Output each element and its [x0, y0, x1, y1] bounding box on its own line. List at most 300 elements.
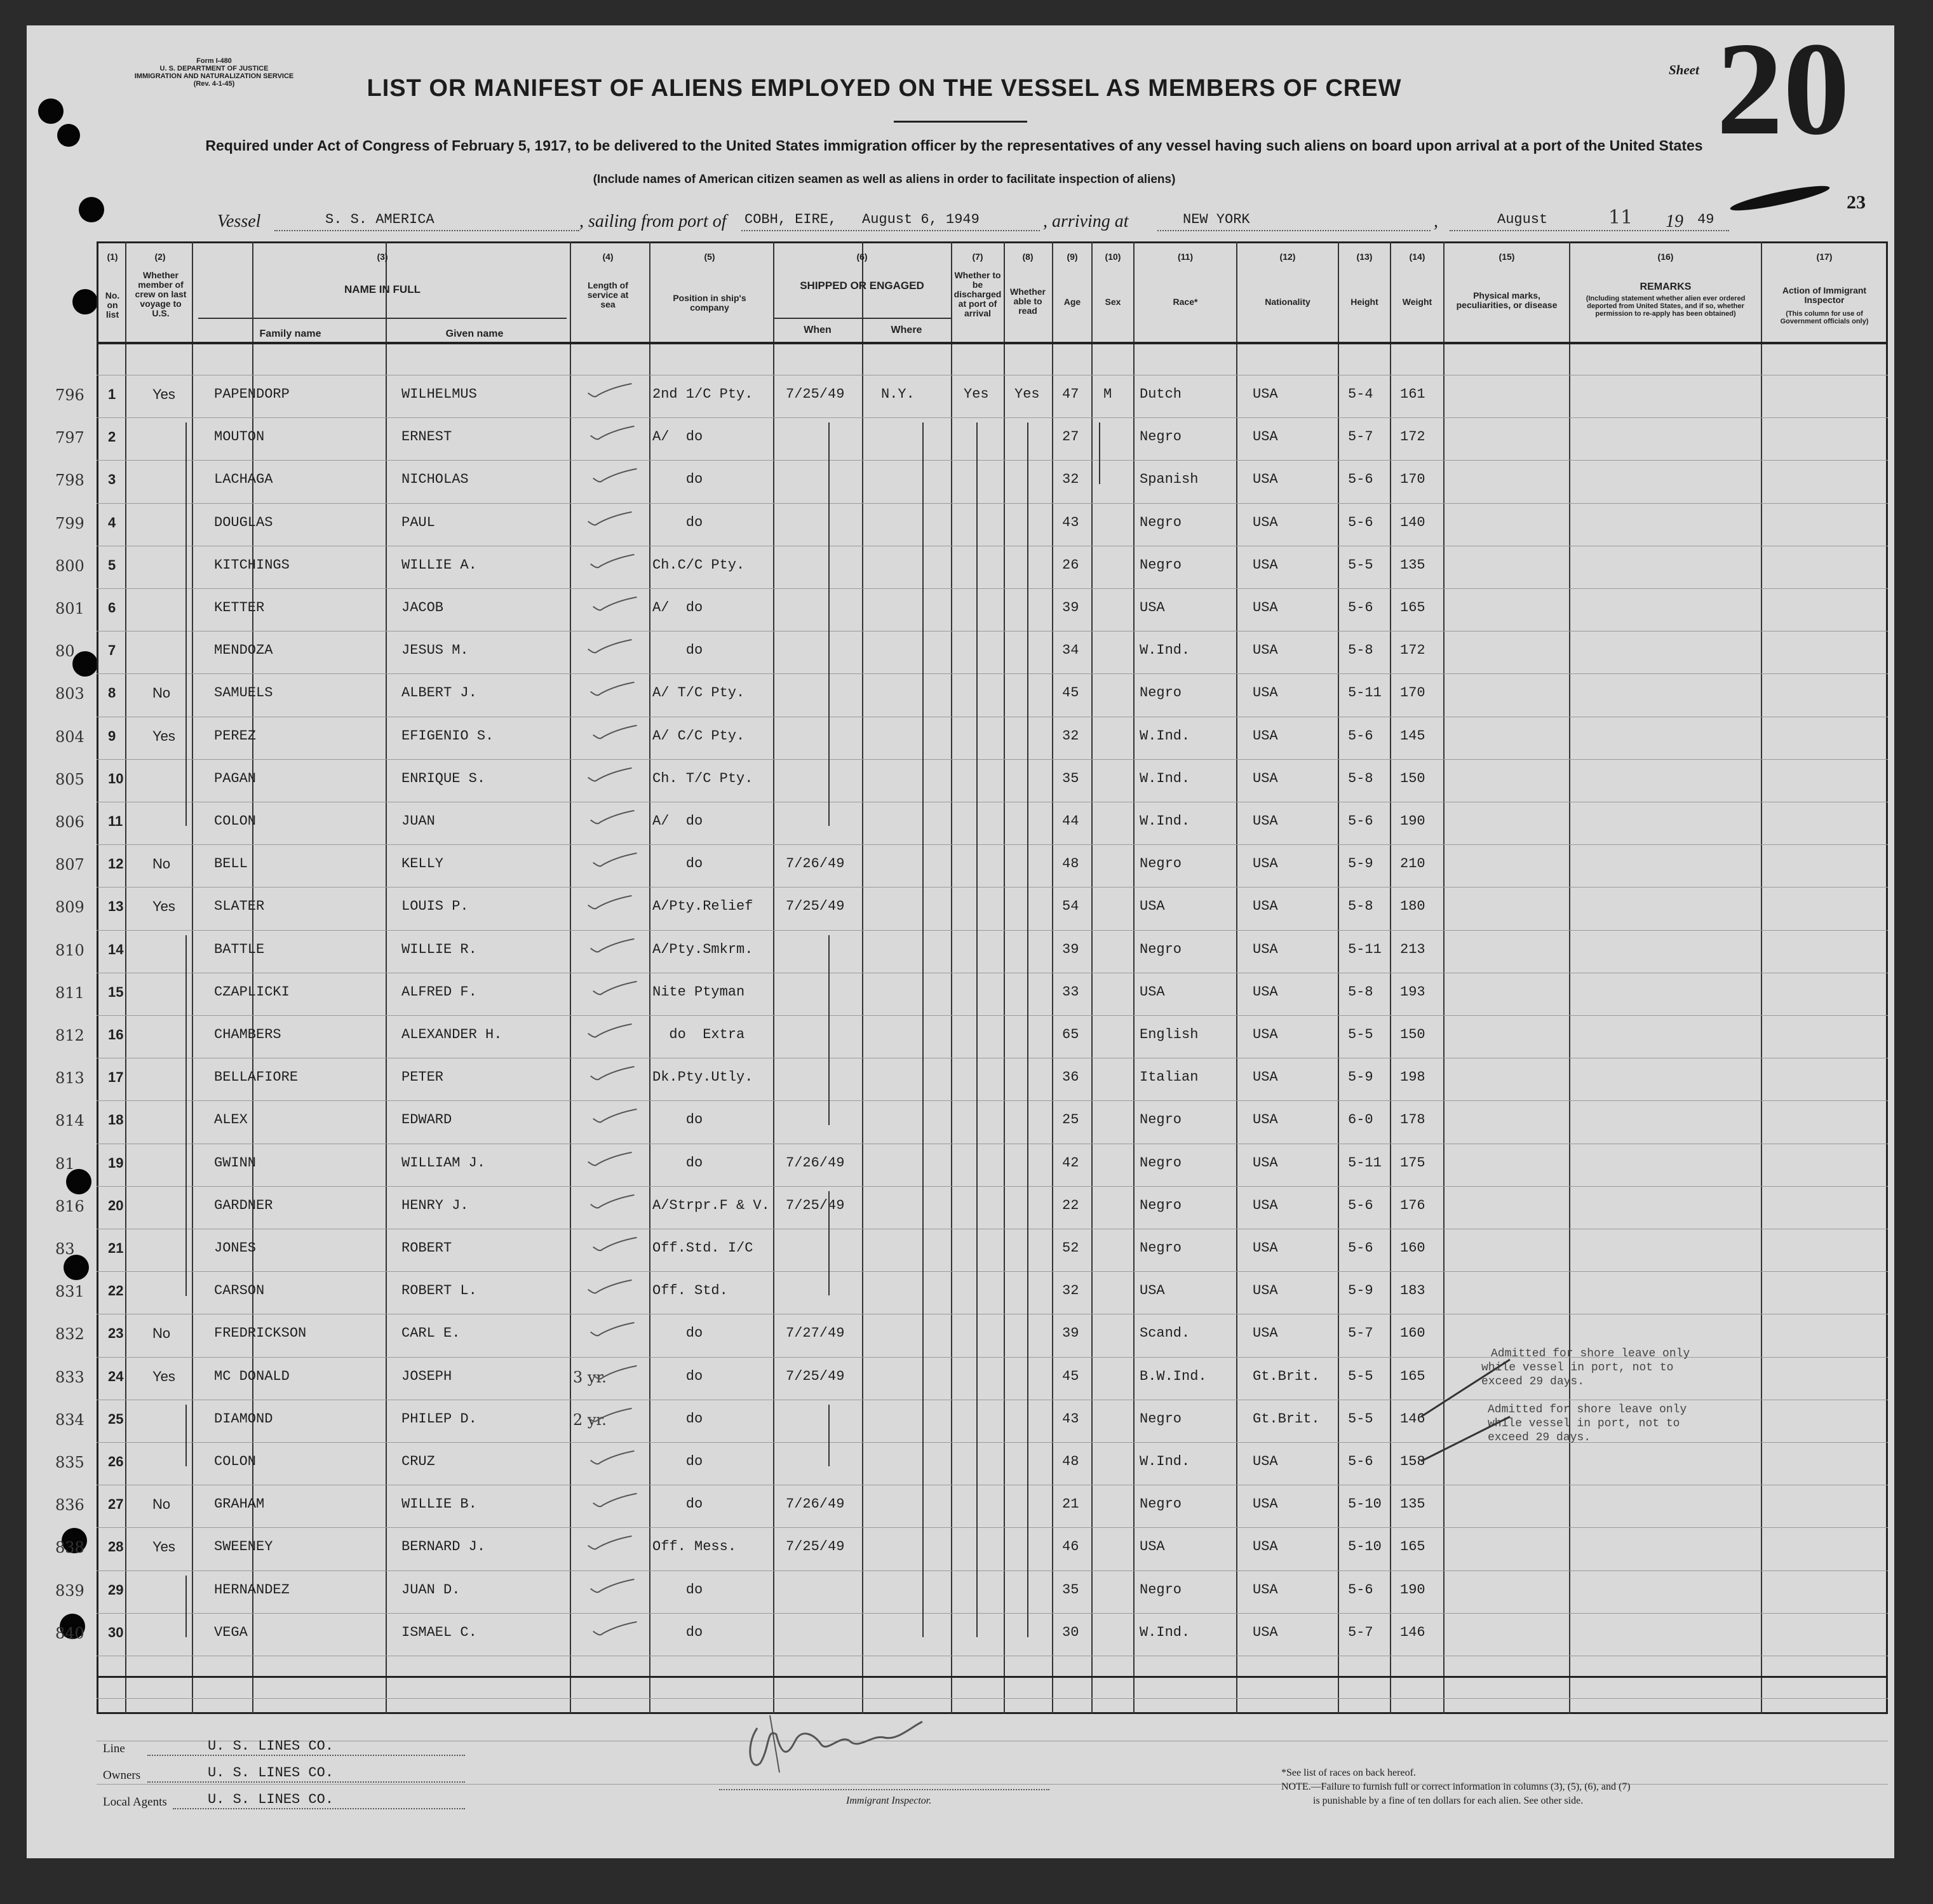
weight: 160 — [1400, 1240, 1425, 1256]
family-name: DIAMOND — [214, 1411, 273, 1427]
age: 52 — [1062, 1240, 1079, 1256]
sailing-port: COBH, EIRE, — [744, 212, 837, 227]
col-inspector-note: (This column for use of Government officials only) — [1780, 310, 1869, 325]
check-mark-icon — [588, 1065, 638, 1082]
nationality: USA — [1253, 685, 1278, 701]
sailing-date: August 6, 1949 — [862, 212, 980, 227]
weight: 150 — [1400, 1027, 1425, 1043]
race: Negro — [1140, 1112, 1182, 1128]
list-serial: 807 — [55, 856, 84, 874]
family-name: SWEENEY — [214, 1539, 273, 1555]
nationality: USA — [1253, 1325, 1278, 1341]
list-serial: 839 — [55, 1582, 84, 1600]
list-serial: 83 — [55, 1240, 75, 1258]
col-2-number: (2) — [154, 252, 166, 262]
family-name: PEREZ — [214, 728, 257, 744]
race: Negro — [1140, 685, 1182, 701]
ditto-mark — [828, 422, 830, 826]
column-rule — [192, 241, 193, 1714]
sheet-number: 20 — [1716, 25, 1850, 163]
age: 45 — [1062, 685, 1079, 701]
check-mark-icon — [591, 980, 640, 997]
family-name: GRAHAM — [214, 1496, 265, 1512]
given-name: PAUL — [401, 515, 435, 530]
footnote-penalty: NOTE.—Failure to furnish full or correct information in columns (3), (5), (6), and (7) — [1281, 1781, 1631, 1792]
row-number: 15 — [108, 984, 124, 1000]
check-mark-icon — [588, 425, 638, 442]
arrival-port: NEW YORK — [1183, 212, 1250, 227]
age: 46 — [1062, 1539, 1079, 1555]
family-name: PAPENDORP — [214, 386, 290, 402]
dotted-line — [741, 230, 1040, 231]
check-mark-icon — [591, 1108, 640, 1124]
col-14-number: (14) — [1409, 252, 1425, 262]
nationality: USA — [1253, 1539, 1278, 1555]
age: 35 — [1062, 1582, 1079, 1598]
age: 48 — [1062, 856, 1079, 872]
height: 5-6 — [1348, 471, 1373, 487]
given-name: JUAN D. — [401, 1582, 461, 1598]
race: Negro — [1140, 1198, 1182, 1213]
race: USA — [1140, 984, 1165, 1000]
line-value: U. S. LINES CO. — [208, 1738, 334, 1754]
list-serial: 805 — [55, 771, 84, 788]
check-mark-icon — [591, 1236, 640, 1253]
column-rule — [773, 241, 774, 1714]
weight: 170 — [1400, 471, 1425, 487]
row-number: 28 — [108, 1539, 124, 1555]
ditto-mark — [185, 1405, 187, 1466]
col-7-number: (7) — [972, 252, 983, 262]
given-name: CARL E. — [401, 1325, 461, 1341]
column-rule — [951, 241, 952, 1714]
remark-line: exceed 29 days. — [1488, 1431, 1591, 1444]
col-1-number: (1) — [107, 252, 118, 262]
race: W.Ind. — [1140, 642, 1190, 658]
race: W.Ind. — [1140, 813, 1190, 829]
row-number: 25 — [108, 1411, 124, 1427]
list-serial: 80 — [55, 642, 75, 660]
arrival-day: 11 — [1608, 206, 1633, 229]
given-name: WILLIE R. — [401, 942, 477, 957]
weight: 161 — [1400, 386, 1425, 402]
family-name: SLATER — [214, 898, 265, 914]
age: 25 — [1062, 1112, 1079, 1128]
weight: 210 — [1400, 856, 1425, 872]
family-name: CHAMBERS — [214, 1027, 281, 1043]
given-name: WILHELMUS — [401, 386, 477, 402]
arrival-year-suffix: 49 — [1697, 212, 1714, 227]
weight: 135 — [1400, 557, 1425, 573]
row-number: 12 — [108, 856, 124, 872]
binder-hole — [79, 197, 104, 222]
service: IMMIGRATION AND NATURALIZATION SERVICE — [134, 72, 294, 80]
weight: 172 — [1400, 429, 1425, 445]
race: Negro — [1140, 1240, 1182, 1256]
nationality: USA — [1253, 600, 1278, 616]
given-name: CRUZ — [401, 1454, 435, 1469]
nationality: USA — [1253, 1112, 1278, 1128]
check-mark-icon — [591, 852, 640, 868]
position: Nite Ptyman — [652, 984, 745, 1000]
page-subnote: (Include names of American citizen seamen as well as aliens in order to facilitate inspection of aliens) — [593, 173, 1176, 186]
ditto-mark — [1027, 422, 1028, 1637]
row-number: 1 — [108, 386, 116, 402]
dotted-line — [274, 230, 579, 231]
weight: 198 — [1400, 1069, 1425, 1085]
previous-voyage: No — [152, 685, 171, 701]
inspector-signature — [732, 1690, 941, 1779]
family-name: GWINN — [214, 1155, 257, 1171]
race: Scand. — [1140, 1325, 1190, 1341]
column-rule — [862, 241, 863, 1714]
race: Negro — [1140, 557, 1182, 573]
remark-line: exceed 29 days. — [1481, 1375, 1585, 1388]
age: 32 — [1062, 1283, 1079, 1299]
age: 35 — [1062, 771, 1079, 787]
position: do — [652, 1112, 703, 1128]
check-mark-icon — [586, 382, 635, 399]
shipped-when: 7/26/49 — [786, 1496, 845, 1512]
row-number: 24 — [108, 1368, 124, 1384]
discharged: Yes — [964, 386, 989, 402]
height: 5-5 — [1348, 557, 1373, 573]
height: 5-10 — [1348, 1496, 1382, 1512]
position: A/ do — [652, 429, 703, 445]
family-name: HERNANDEZ — [214, 1582, 290, 1598]
length-of-service: 3 yr. — [573, 1368, 607, 1386]
weight: 160 — [1400, 1325, 1425, 1341]
column-rule — [1443, 241, 1445, 1714]
row-number: 30 — [108, 1624, 124, 1640]
family-name: FREDRICKSON — [214, 1325, 307, 1341]
weight: 183 — [1400, 1283, 1425, 1299]
remark-line: while vessel in port, not to — [1488, 1417, 1680, 1430]
check-mark-icon — [586, 1279, 635, 1295]
row-number: 9 — [108, 728, 116, 744]
col-10-number: (10) — [1105, 252, 1121, 262]
col-17-number: (17) — [1816, 252, 1833, 262]
position: Off. Mess. — [652, 1539, 737, 1555]
list-serial: 799 — [55, 515, 84, 532]
col-physical-marks: Physical marks, peculiarities, or disease — [1456, 290, 1558, 310]
height: 5-11 — [1348, 1155, 1382, 1171]
nationality: USA — [1253, 1198, 1278, 1213]
form-number: Form I-480 — [196, 57, 232, 65]
list-serial: 840 — [55, 1624, 84, 1642]
weight: 190 — [1400, 1582, 1425, 1598]
weight: 180 — [1400, 898, 1425, 914]
col-6-number: (6) — [856, 252, 868, 262]
age: 21 — [1062, 1496, 1079, 1512]
list-serial: 832 — [55, 1325, 84, 1343]
family-name: BELL — [214, 856, 248, 872]
height: 5-9 — [1348, 1069, 1373, 1085]
previous-voyage: No — [152, 1496, 171, 1512]
nationality: USA — [1253, 1454, 1278, 1469]
position: do — [652, 642, 703, 658]
weight: 158 — [1400, 1454, 1425, 1469]
family-name: SAMUELS — [214, 685, 273, 701]
col-given-name: Given name — [445, 328, 504, 339]
row-number: 18 — [108, 1112, 124, 1128]
row-rule — [97, 887, 1888, 888]
ditto-mark — [185, 935, 187, 1296]
position: A/Pty.Relief — [652, 898, 753, 914]
height: 5-7 — [1348, 429, 1373, 445]
check-mark-icon — [591, 724, 640, 741]
previous-voyage: Yes — [152, 1539, 175, 1555]
column-rule — [1236, 241, 1237, 1714]
race: Negro — [1140, 515, 1182, 530]
family-name: ALEX — [214, 1112, 248, 1128]
position: Off. Std. — [652, 1283, 728, 1299]
height: 5-6 — [1348, 600, 1373, 616]
nationality: USA — [1253, 1240, 1278, 1256]
ditto-mark — [976, 422, 978, 1637]
given-name: ROBERT — [401, 1240, 452, 1256]
shipped-where: N.Y. — [881, 386, 915, 402]
height: 5-5 — [1348, 1027, 1373, 1043]
given-name: LOUIS P. — [401, 898, 469, 914]
col-shipped-where: Where — [891, 325, 922, 335]
age: 43 — [1062, 1411, 1079, 1427]
col-shipped-when: When — [804, 325, 832, 335]
row-number: 4 — [108, 515, 116, 530]
col-11-number: (11) — [1177, 252, 1194, 262]
age: 43 — [1062, 515, 1079, 530]
previous-voyage: Yes — [152, 386, 175, 402]
column-rule — [1004, 241, 1005, 1714]
weight: 172 — [1400, 642, 1425, 658]
row-number: 20 — [108, 1198, 124, 1213]
manifest-table — [97, 241, 1888, 1714]
row-number: 27 — [108, 1496, 124, 1512]
owners-value: U. S. LINES CO. — [208, 1765, 334, 1781]
height: 5-6 — [1348, 813, 1373, 829]
table-bottom-rule — [97, 1676, 1888, 1678]
row-rule — [97, 1613, 1888, 1614]
race: Negro — [1140, 1411, 1182, 1427]
position: do — [652, 471, 703, 487]
row-number: 21 — [108, 1240, 124, 1256]
family-name: CZAPLICKI — [214, 984, 290, 1000]
row-number: 6 — [108, 600, 116, 616]
height: 5-5 — [1348, 1368, 1373, 1384]
given-name: WILLIE B. — [401, 1496, 477, 1512]
column-rule — [1133, 241, 1135, 1714]
race: W.Ind. — [1140, 1454, 1190, 1469]
col-discharged: Whether to be discharged at port of arrival — [953, 270, 1002, 318]
able-to-read: Yes — [1014, 386, 1040, 402]
family-name: COLON — [214, 1454, 257, 1469]
row-number: 17 — [108, 1069, 124, 1085]
ditto-mark — [828, 935, 830, 1125]
position: A/Pty.Smkrm. — [652, 942, 753, 957]
position: do — [652, 1155, 703, 1171]
sex: M — [1103, 386, 1112, 402]
height: 5-7 — [1348, 1325, 1373, 1341]
row-rule — [97, 1186, 1888, 1187]
family-name: JONES — [214, 1240, 257, 1256]
sheet-label: Sheet — [1669, 62, 1699, 78]
remark-line: Admitted for shore leave only — [1491, 1347, 1690, 1360]
height: 5-6 — [1348, 1198, 1373, 1213]
family-name: MOUTON — [214, 429, 265, 445]
position: do — [652, 1582, 703, 1598]
column-rule — [252, 241, 253, 1714]
col-remarks-note: (Including statement whether alien ever ordered deported from United States, and if so, whether permission to re-apply has been obtained) — [1586, 295, 1746, 318]
manifest-sheet — [27, 25, 1894, 1858]
header-rule — [97, 342, 1888, 344]
arriving-label: , arriving at — [1043, 212, 1129, 231]
given-name: ALFRED F. — [401, 984, 477, 1000]
height: 5-6 — [1348, 515, 1373, 530]
row-rule — [97, 1527, 1888, 1528]
position: do — [652, 1325, 703, 1341]
shipped-when: 7/27/49 — [786, 1325, 845, 1341]
position: A/ T/C Pty. — [652, 685, 745, 701]
col-race: Race* — [1173, 297, 1198, 307]
col-weight: Weight — [1402, 297, 1432, 307]
column-rule — [649, 241, 650, 1714]
race: Negro — [1140, 1155, 1182, 1171]
row-rule — [97, 1100, 1888, 1101]
ditto-mark — [828, 1191, 830, 1295]
check-mark-icon — [586, 1535, 635, 1551]
binder-hole — [72, 289, 98, 314]
page-number: 23 — [1847, 192, 1866, 213]
given-name: ALBERT J. — [401, 685, 477, 701]
col-sex: Sex — [1105, 297, 1121, 307]
row-number: 29 — [108, 1582, 124, 1598]
col-name-in-full: NAME IN FULL — [344, 283, 421, 295]
position: do — [652, 1454, 703, 1469]
row-number: 10 — [108, 771, 124, 787]
family-name: GARDNER — [214, 1198, 273, 1213]
given-name: HENRY J. — [401, 1198, 469, 1213]
position: do — [652, 515, 703, 530]
family-name: LACHAGA — [214, 471, 273, 487]
age: 32 — [1062, 471, 1079, 487]
dotted-line — [1450, 230, 1729, 231]
list-serial: 811 — [55, 984, 84, 1002]
given-name: ALEXANDER H. — [401, 1027, 502, 1043]
vessel-label: Vessel — [217, 212, 261, 231]
shipped-when: 7/25/49 — [786, 1198, 845, 1213]
row-number: 14 — [108, 942, 124, 957]
vessel-name: S. S. AMERICA — [325, 212, 434, 227]
family-name: BELLAFIORE — [214, 1069, 299, 1085]
comma: , — [1434, 212, 1438, 231]
race: Italian — [1140, 1069, 1199, 1085]
row-rule — [97, 844, 1888, 845]
check-mark-icon — [586, 511, 635, 527]
department: U. S. DEPARTMENT OF JUSTICE — [159, 65, 269, 72]
position: do — [652, 1368, 703, 1384]
ditto-mark — [185, 1576, 187, 1637]
age: 34 — [1062, 642, 1079, 658]
list-serial: 796 — [55, 386, 84, 404]
age: 30 — [1062, 1624, 1079, 1640]
owners-label: Owners — [103, 1769, 141, 1782]
col-8-number: (8) — [1022, 252, 1034, 262]
nationality: USA — [1253, 642, 1278, 658]
column-rule — [1761, 241, 1762, 1714]
position: A/ do — [652, 813, 703, 829]
nationality: USA — [1253, 515, 1278, 530]
binder-hole — [64, 1255, 89, 1280]
list-serial: 833 — [55, 1368, 84, 1386]
given-name: ISMAEL C. — [401, 1624, 477, 1640]
check-mark-icon — [588, 1450, 638, 1466]
age: 26 — [1062, 557, 1079, 573]
family-name: MC DONALD — [214, 1368, 290, 1384]
check-mark-icon — [591, 468, 640, 484]
height: 5-7 — [1348, 1624, 1373, 1640]
race: W.Ind. — [1140, 728, 1190, 744]
col-family-name: Family name — [259, 328, 321, 339]
footnote-races: *See list of races on back hereof. — [1281, 1767, 1416, 1778]
weight: 175 — [1400, 1155, 1425, 1171]
nationality: Gt.Brit. — [1253, 1411, 1320, 1427]
col-9-number: (9) — [1067, 252, 1078, 262]
shipped-when: 7/25/49 — [786, 1368, 845, 1384]
list-serial: 835 — [55, 1454, 84, 1471]
height: 5-8 — [1348, 771, 1373, 787]
dotted-line — [147, 1755, 465, 1756]
age: 54 — [1062, 898, 1079, 914]
age: 47 — [1062, 386, 1079, 402]
given-name: NICHOLAS — [401, 471, 469, 487]
shipped-when: 7/25/49 — [786, 1539, 845, 1555]
arrival-month: August — [1497, 212, 1548, 227]
check-mark-icon — [591, 1621, 640, 1637]
ditto-mark — [828, 1405, 830, 1466]
row-rule — [97, 1698, 1888, 1699]
race: B.W.Ind. — [1140, 1368, 1207, 1384]
sailing-label: , sailing from port of — [579, 212, 727, 231]
given-name: JACOB — [401, 600, 444, 616]
weight: 165 — [1400, 600, 1425, 616]
given-name: BERNARD J. — [401, 1539, 486, 1555]
page-title: LIST OR MANIFEST OF ALIENS EMPLOYED ON THE VESSEL AS MEMBERS OF CREW — [367, 75, 1402, 102]
previous-voyage: Yes — [152, 898, 175, 914]
position: 2nd 1/C Pty. — [652, 386, 753, 402]
position: Ch. T/C Pty. — [652, 771, 753, 787]
revision: (Rev. 4-1-45) — [193, 80, 235, 88]
list-serial: 838 — [55, 1539, 84, 1556]
check-mark-icon — [591, 1492, 640, 1509]
list-serial: 810 — [55, 942, 84, 959]
row-rule — [97, 1015, 1888, 1016]
check-mark-icon — [588, 1321, 638, 1338]
col-inspector-action: Action of Immigrant Inspector — [1782, 285, 1867, 305]
age: 22 — [1062, 1198, 1079, 1213]
race: Negro — [1140, 942, 1182, 957]
height: 5-9 — [1348, 856, 1373, 872]
height: 5-9 — [1348, 1283, 1373, 1299]
col-remarks: REMARKS — [1640, 281, 1692, 292]
race: English — [1140, 1027, 1199, 1043]
race: Negro — [1140, 1582, 1182, 1598]
footnote-penalty-cont: is punishable by a fine of ten dollars for each alien. See other side. — [1313, 1795, 1584, 1806]
shipped-when: 7/26/49 — [786, 1155, 845, 1171]
weight: 193 — [1400, 984, 1425, 1000]
family-name: CARSON — [214, 1283, 265, 1299]
race: USA — [1140, 1283, 1165, 1299]
row-number: 22 — [108, 1283, 124, 1299]
